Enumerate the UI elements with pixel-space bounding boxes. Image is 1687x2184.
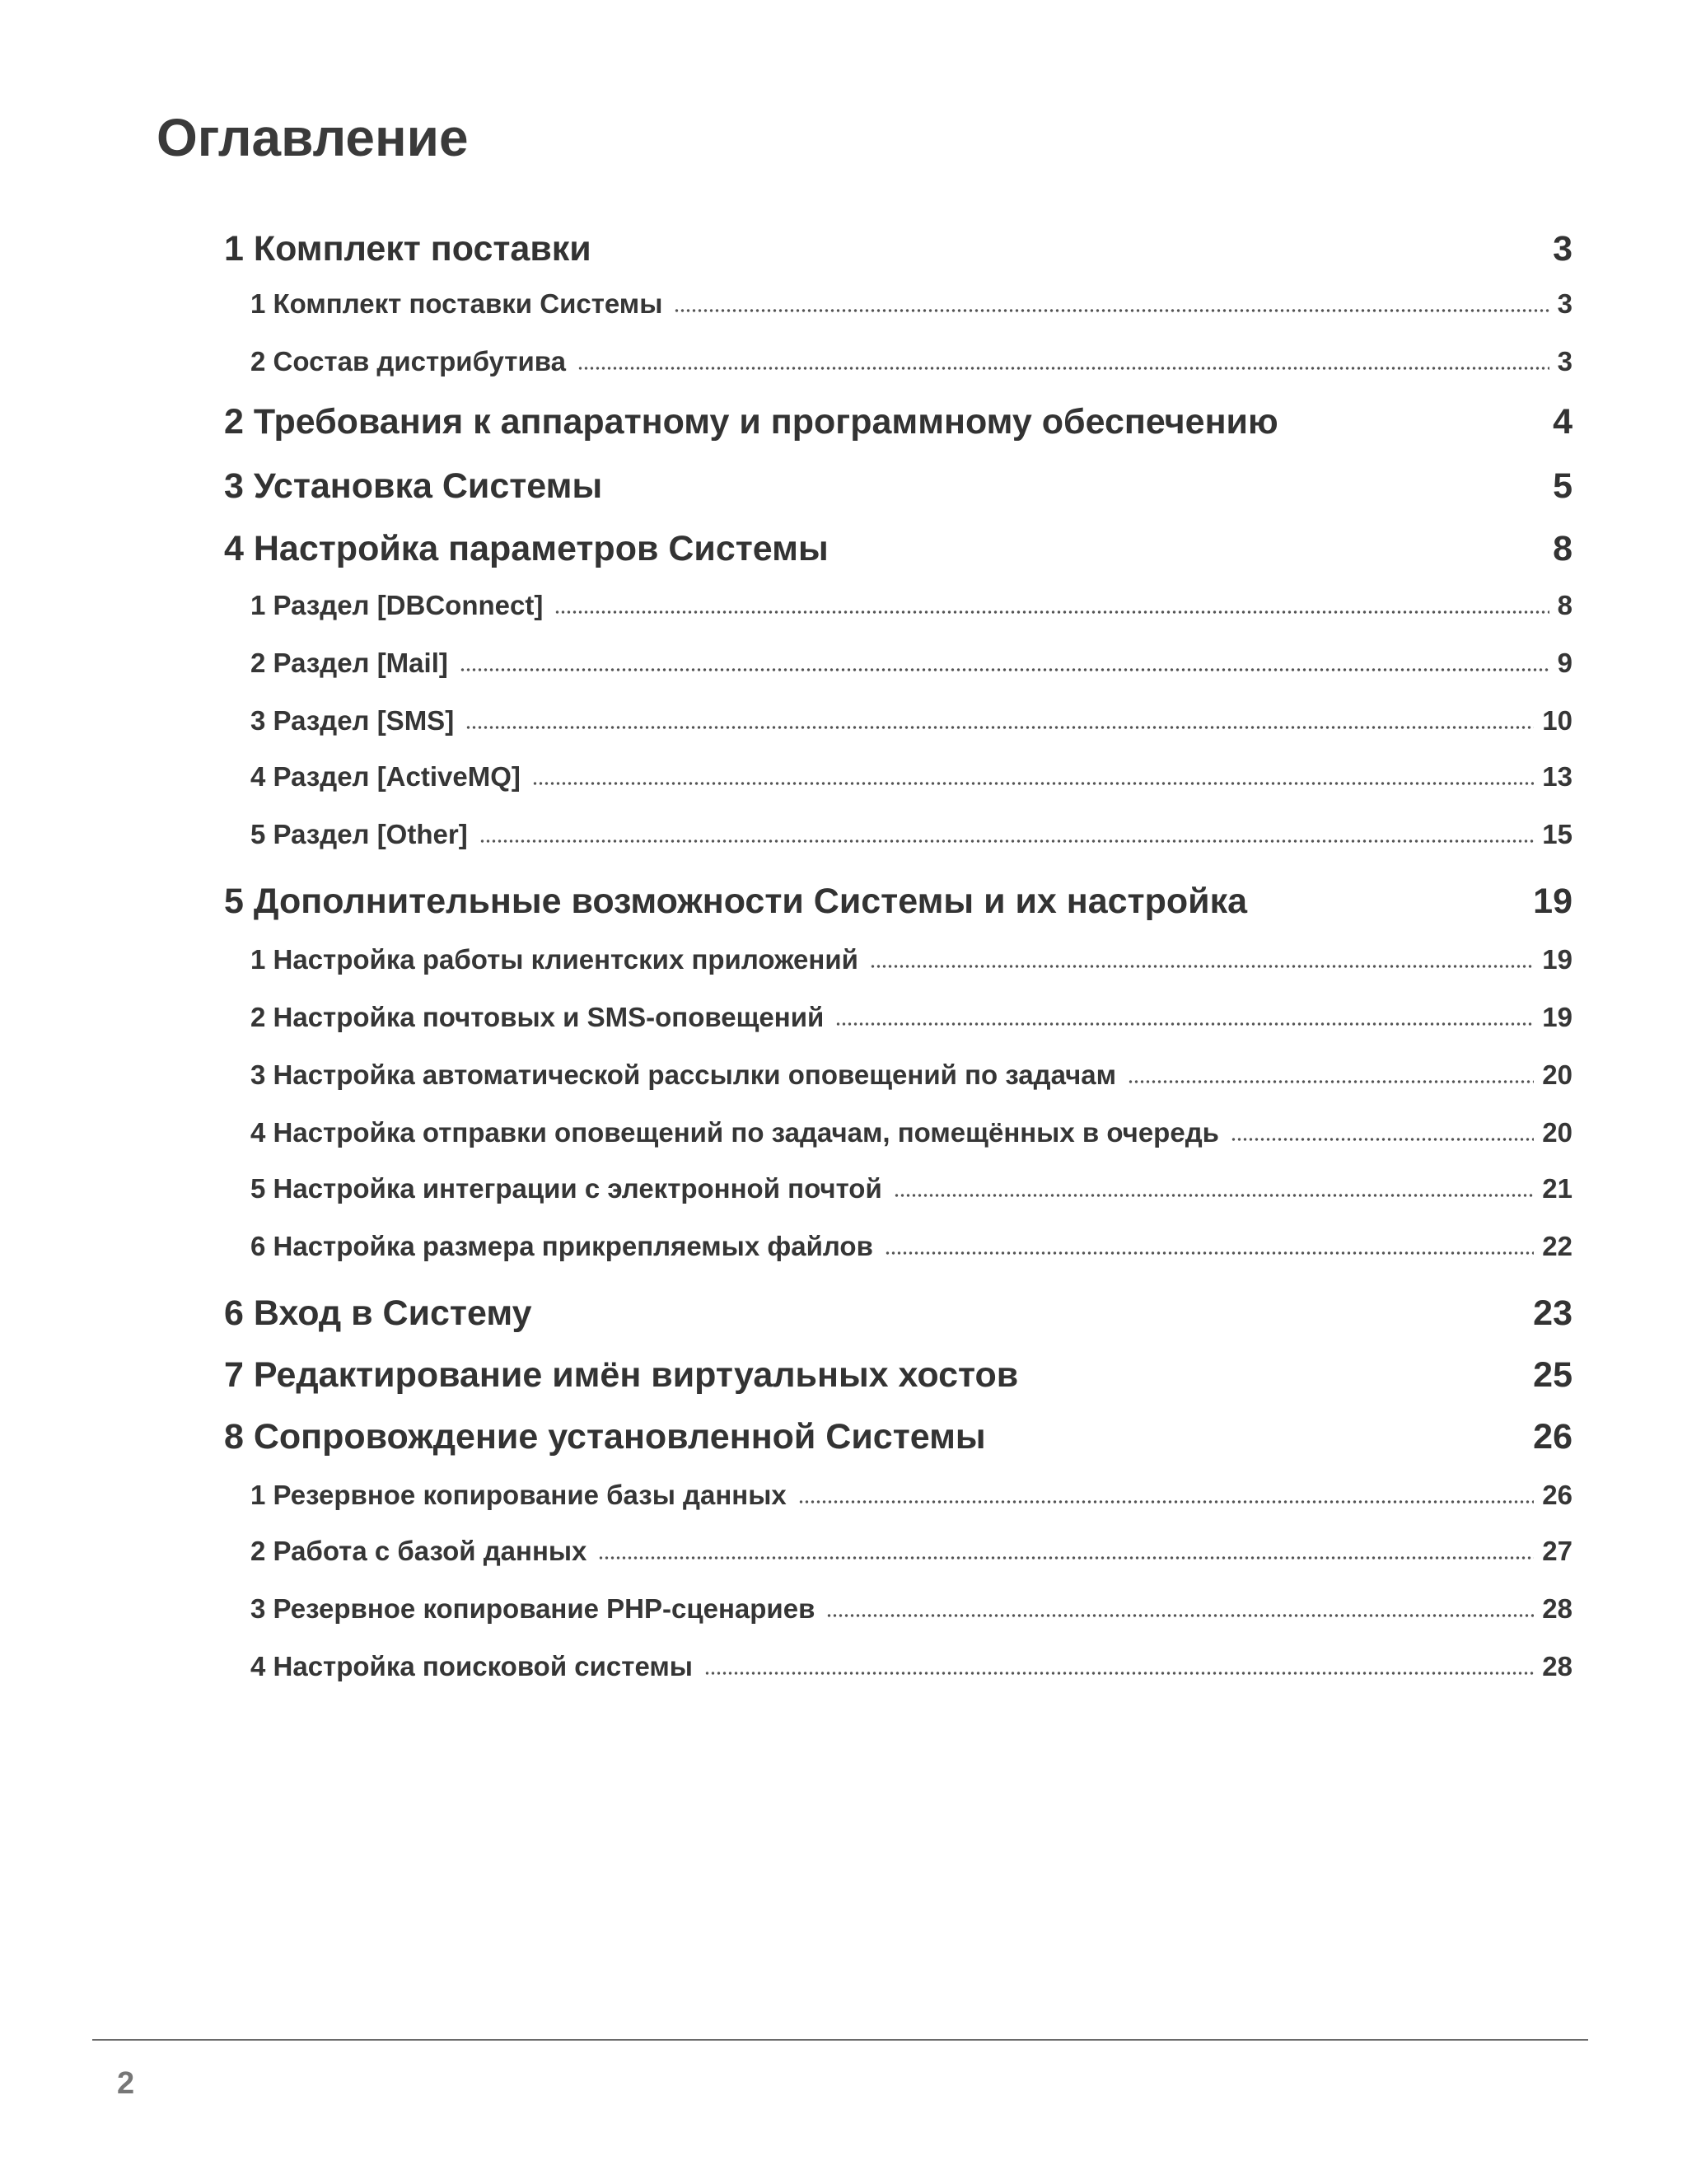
toc-chapter-entry[interactable] <box>224 882 1573 922</box>
toc-entry-title: 4 Настройка параметров Системы <box>224 529 829 568</box>
toc-entry-title: 1 Резервное копирование базы данных <box>250 1480 787 1510</box>
toc-chapter-entry[interactable] <box>224 1417 1573 1457</box>
toc-section-entry[interactable] <box>250 1536 1573 1567</box>
toc-entry-page-number: 10 <box>1542 705 1573 736</box>
toc-section-entry[interactable] <box>250 705 1573 737</box>
toc-entry-page-number: 3 <box>1553 229 1573 269</box>
toc-dot-leader <box>704 1671 1534 1676</box>
toc-dot-leader <box>798 1499 1535 1504</box>
toc-entry-title: 4 Настройка поисковой системы <box>250 1651 693 1681</box>
toc-entry-page-number: 26 <box>1533 1417 1573 1457</box>
toc-section-entry[interactable] <box>250 1002 1573 1033</box>
toc-entry-title: 5 Раздел [Other] <box>250 819 468 849</box>
toc-dot-leader <box>870 964 1534 969</box>
toc-section-entry[interactable] <box>250 1480 1573 1511</box>
toc-entry-title: 2 Настройка почтовых и SMS-оповещений <box>250 1002 825 1032</box>
page-number: 2 <box>117 2066 135 2101</box>
toc-entry-title: 1 Комплект поставки <box>224 229 591 269</box>
toc-entry-title: 1 Настройка работы клиентских приложений <box>250 944 858 975</box>
toc-chapter-entry[interactable] <box>224 466 1573 507</box>
toc-section-entry[interactable] <box>250 1231 1573 1262</box>
toc-entry-page-number: 23 <box>1533 1293 1573 1333</box>
toc-section-entry[interactable] <box>250 1173 1573 1204</box>
toc-entry-title: 4 Настройка отправки оповещений по задачам, помещённых в очередь <box>250 1117 1219 1148</box>
toc-entry-title: 4 Раздел [ActiveMQ] <box>250 761 521 792</box>
toc-entry-page-number: 8 <box>1557 590 1573 620</box>
toc-entry-title: 3 Установка Системы <box>224 466 603 506</box>
toc-entry-title: 3 Резервное копирование PHP-сценариев <box>250 1593 815 1624</box>
toc-dot-leader <box>460 667 1549 672</box>
toc-dot-leader <box>835 1022 1534 1027</box>
toc-entry-title: 2 Состав дистрибутива <box>250 346 566 376</box>
toc-dot-leader <box>894 1193 1535 1198</box>
toc-entry-page-number: 19 <box>1542 944 1573 975</box>
toc-dot-leader <box>465 725 1534 730</box>
toc-chapter-entry[interactable] <box>224 229 1573 269</box>
toc-entry-title: 2 Раздел [Mail] <box>250 648 448 678</box>
toc-entry-page-number: 19 <box>1533 882 1573 921</box>
toc-section-entry[interactable] <box>250 288 1573 320</box>
toc-entry-title: 3 Настройка автоматической рассылки оповещений по задачам <box>250 1059 1117 1090</box>
toc-entry-page-number: 19 <box>1542 1002 1573 1032</box>
toc-section-entry[interactable] <box>250 648 1573 679</box>
toc-entry-page-number: 27 <box>1542 1536 1573 1566</box>
toc-dot-leader <box>826 1613 1534 1618</box>
toc-entry-title: 3 Раздел [SMS] <box>250 705 455 736</box>
toc-entry-page-number: 15 <box>1542 819 1573 849</box>
toc-entry-page-number: 20 <box>1542 1059 1573 1090</box>
page-title: Оглавление <box>157 108 469 167</box>
toc-entry-title: 5 Настройка интеграции с электронной почтой <box>250 1173 882 1204</box>
toc-entry-page-number: 20 <box>1542 1117 1573 1148</box>
toc-chapter-entry[interactable] <box>224 402 1573 442</box>
toc-dot-leader <box>1128 1079 1534 1084</box>
toc-section-entry[interactable] <box>250 761 1573 793</box>
toc-entry-page-number: 5 <box>1553 466 1573 506</box>
toc-entry-page-number: 25 <box>1533 1355 1573 1395</box>
toc-entry-page-number: 8 <box>1553 529 1573 568</box>
toc-entry-page-number: 26 <box>1542 1480 1573 1510</box>
toc-section-entry[interactable] <box>250 1651 1573 1682</box>
toc-dot-leader <box>598 1555 1534 1560</box>
toc-dot-leader <box>885 1251 1534 1256</box>
toc-section-entry[interactable] <box>250 944 1573 975</box>
toc-section-entry[interactable] <box>250 819 1573 850</box>
toc-entry-page-number: 28 <box>1542 1651 1573 1681</box>
toc-entry-page-number: 21 <box>1542 1173 1573 1204</box>
toc-section-entry[interactable] <box>250 1117 1573 1148</box>
toc-section-entry[interactable] <box>250 1593 1573 1625</box>
toc-entry-title: 6 Вход в Систему <box>224 1293 532 1333</box>
toc-entry-title: 6 Настройка размера прикрепляемых файлов <box>250 1231 873 1261</box>
toc-chapter-entry[interactable] <box>224 1355 1573 1396</box>
toc-dot-leader <box>554 610 1549 615</box>
toc-entry-page-number: 28 <box>1542 1593 1573 1624</box>
toc-entry-page-number: 4 <box>1553 402 1573 442</box>
toc-dot-leader <box>479 839 1535 844</box>
toc-entry-title: 5 Дополнительные возможности Системы и их настройка <box>224 882 1248 921</box>
toc-section-entry[interactable] <box>250 346 1573 377</box>
toc-entry-title: 1 Раздел [DBConnect] <box>250 590 544 620</box>
toc-entry-page-number: 22 <box>1542 1231 1573 1261</box>
toc-entry-page-number: 3 <box>1557 346 1573 376</box>
toc-entry-page-number: 9 <box>1557 648 1573 678</box>
footer-divider <box>92 2039 1588 2041</box>
toc-dot-leader <box>577 366 1549 371</box>
toc-dot-leader <box>674 308 1549 313</box>
toc-entry-page-number: 13 <box>1542 761 1573 792</box>
toc-entry-page-number: 3 <box>1557 288 1573 319</box>
toc-dot-leader <box>532 781 1534 786</box>
toc-entry-title: 8 Сопровождение установленной Системы <box>224 1417 986 1457</box>
toc-chapter-entry[interactable] <box>224 529 1573 569</box>
toc-entry-title: 7 Редактирование имён виртуальных хостов <box>224 1355 1019 1395</box>
toc-chapter-entry[interactable] <box>224 1293 1573 1334</box>
toc-entry-title: 2 Работа с базой данных <box>250 1536 587 1566</box>
toc-entry-title: 2 Требования к аппаратному и программному обеспечению <box>224 402 1278 442</box>
toc-section-entry[interactable] <box>250 1059 1573 1091</box>
toc-dot-leader <box>1231 1137 1534 1142</box>
toc-entry-title: 1 Комплект поставки Системы <box>250 288 663 319</box>
toc-section-entry[interactable] <box>250 590 1573 621</box>
